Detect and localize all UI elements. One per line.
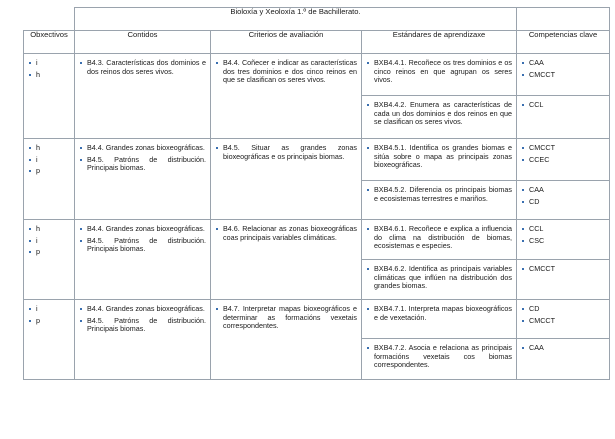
content-list [78, 144, 206, 173]
table-row [24, 300, 610, 339]
content-list [78, 59, 206, 76]
competency-item: CCL [520, 101, 605, 110]
objective-list [27, 305, 70, 325]
competency-cell [517, 339, 610, 380]
criterion-item: B4.5. Situar as grandes zonas bioxeográficas e os principais biomas. [214, 144, 357, 161]
competency-item: CMCCT [520, 144, 605, 153]
standard-list [365, 144, 512, 170]
objective-item: h [27, 71, 70, 80]
objective-item: i [27, 237, 70, 246]
criterion-list [214, 225, 357, 242]
standard-item: BXB4.7.1. Interpreta mapas bioxeográficos e de vexetación. [365, 305, 512, 322]
competency-cell [517, 300, 610, 339]
standard-cell [362, 54, 517, 96]
standard-list [365, 59, 512, 85]
competency-list [520, 144, 605, 164]
standard-cell [362, 339, 517, 380]
competency-item: CD [520, 305, 605, 314]
content-item: B4.5. Patróns de distribución. Principais biomas. [78, 317, 206, 334]
criterion-list [214, 59, 357, 85]
criterion-item: B4.7. Interpretar mapas bioxeográficos e determinar as formacións vexetais correspondentes. [214, 305, 357, 331]
standard-list [365, 344, 512, 370]
standard-item: BXB4.4.1. Recoñece os tres dominios e os cinco reinos en que agrupan os seres vivos. [365, 59, 512, 85]
competency-item: CMCCT [520, 317, 605, 326]
contents-cell [75, 54, 211, 139]
curriculum-table [23, 7, 610, 380]
objectives-cell [24, 54, 75, 139]
content-list [78, 305, 206, 334]
standard-cell [362, 96, 517, 139]
standard-item: BXB4.6.1. Recoñece e explica a influencia do clima na distribución de biomas, ecosistemas e especies. [365, 225, 512, 251]
competency-cell [517, 96, 610, 139]
standard-item: BXB4.7.2. Asocia e relaciona as principais formacións vexetais cos biomas correspondentes. [365, 344, 512, 370]
content-item: B4.5. Patróns de distribución. Principais biomas. [78, 237, 206, 254]
contents-cell [75, 220, 211, 300]
header-criteria: Criterios de avaliación [211, 31, 362, 54]
standard-cell [362, 220, 517, 260]
competency-cell [517, 139, 610, 181]
competency-item: CCEC [520, 156, 605, 165]
header-competencies: Competencias clave [517, 31, 610, 54]
competency-list [520, 305, 605, 325]
content-item: B4.4. Grandes zonas bioxeográficas. [78, 225, 206, 234]
competency-item: CMCCT [520, 265, 605, 274]
competency-cell [517, 181, 610, 220]
competency-list [520, 101, 605, 110]
content-list [78, 225, 206, 254]
competency-item: CD [520, 198, 605, 207]
title-blank [517, 8, 610, 31]
criteria-cell [211, 220, 362, 300]
competency-item: CMCCT [520, 71, 605, 80]
competency-item: CAA [520, 344, 605, 353]
competency-item: CSC [520, 237, 605, 246]
standard-cell [362, 260, 517, 300]
content-item: B4.3. Características dos dominios e dos reinos dos seres vivos. [78, 59, 206, 76]
criteria-cell [211, 139, 362, 220]
table-title: Bioloxía y Xeoloxía 1.º de Bachillerato. [75, 8, 517, 31]
standard-list [365, 186, 512, 203]
objectives-cell [24, 300, 75, 380]
competency-list [520, 225, 605, 245]
objective-item: i [27, 156, 70, 165]
contents-cell [75, 300, 211, 380]
standard-list [365, 305, 512, 322]
standard-cell [362, 300, 517, 339]
standard-list [365, 101, 512, 127]
standard-cell [362, 181, 517, 220]
content-item: B4.4. Grandes zonas bioxeográficas. [78, 144, 206, 153]
standard-item: BXB4.5.2. Diferencia os principais biomas e ecosistemas terrestres e mariños. [365, 186, 512, 203]
objective-item: h [27, 144, 70, 153]
criterion-list [214, 144, 357, 161]
corner-blank [24, 8, 75, 31]
content-item: B4.5. Patróns de distribución. Principais biomas. [78, 156, 206, 173]
standard-cell [362, 139, 517, 181]
objective-item: h [27, 225, 70, 234]
header-objectives: Obxectivos [24, 31, 75, 54]
standard-item: BXB4.6.2. Identifica as principais variables climáticas que inflúen na distribución dos grandes biomas. [365, 265, 512, 291]
objective-item: p [27, 317, 70, 326]
competency-list [520, 344, 605, 353]
objective-list [27, 144, 70, 176]
competency-cell [517, 54, 610, 96]
criterion-item: B4.6. Relacionar as zonas bioxeográficas coas principais variables climáticas. [214, 225, 357, 242]
header-contents: Contidos [75, 31, 211, 54]
competency-cell [517, 220, 610, 260]
criterion-item: B4.4. Coñecer e indicar as características dos tres dominios e dos cinco reinos en que se clasifican os seres vivos. [214, 59, 357, 85]
objective-item: p [27, 248, 70, 257]
objective-list [27, 225, 70, 257]
competency-item: CCL [520, 225, 605, 234]
objective-list [27, 59, 70, 79]
standard-list [365, 265, 512, 291]
criteria-cell [211, 300, 362, 380]
content-item: B4.4. Grandes zonas bioxeográficas. [78, 305, 206, 314]
standard-item: BXB4.4.2. Enumera as características de cada un dos dominios e dos reinos en que se clasifican os seres vivos. [365, 101, 512, 127]
competency-list [520, 59, 605, 79]
competency-item: CAA [520, 59, 605, 68]
table-row [24, 54, 610, 96]
criterion-list [214, 305, 357, 331]
objectives-cell [24, 220, 75, 300]
competency-cell [517, 260, 610, 300]
objective-item: i [27, 305, 70, 314]
contents-cell [75, 139, 211, 220]
objective-item: i [27, 59, 70, 68]
header-standards: Estándares de aprendizaxe [362, 31, 517, 54]
table-row [24, 139, 610, 181]
table-row [24, 220, 610, 260]
objectives-cell [24, 139, 75, 220]
competency-item: CAA [520, 186, 605, 195]
criteria-cell [211, 54, 362, 139]
competency-list [520, 186, 605, 206]
standard-item: BXB4.5.1. Identifica os grandes biomas e sitúa sobre o mapa as principais zonas bioxeográficas. [365, 144, 512, 170]
standard-list [365, 225, 512, 251]
competency-list [520, 265, 605, 274]
objective-item: p [27, 167, 70, 176]
